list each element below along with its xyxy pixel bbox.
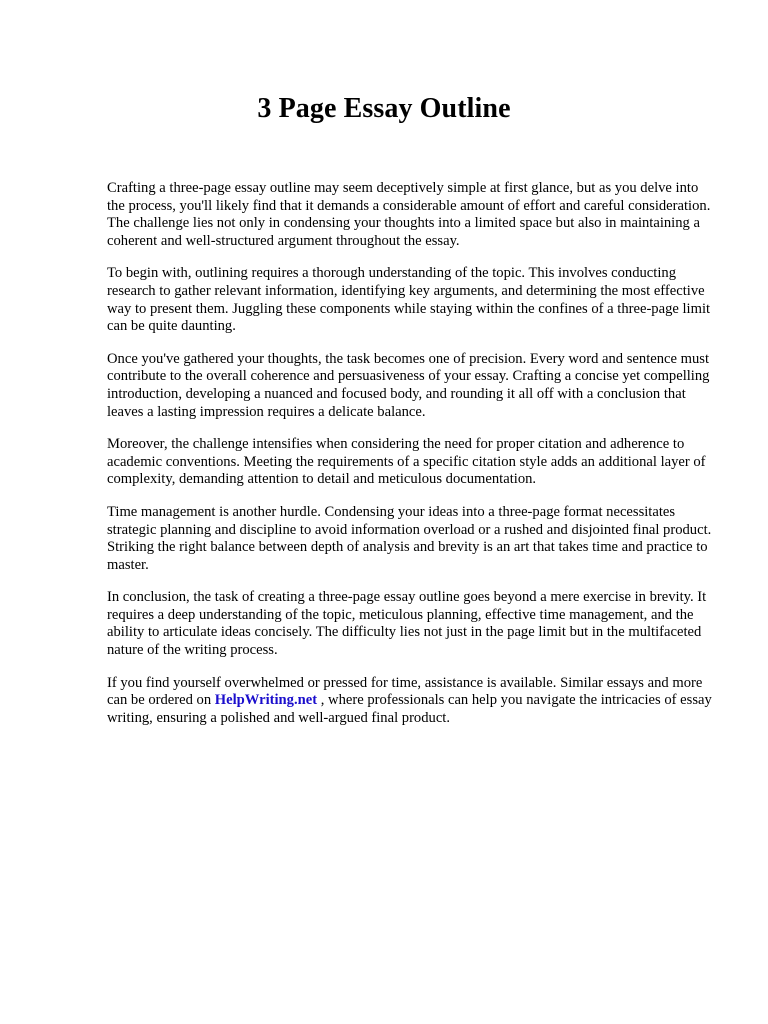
paragraph-2: To begin with, outlining requires a thorough understanding of the topic. This involves conducting research to gather relevant information, identifying key arguments, and determining the most effective way to present them. Juggling these components while staying within the confines of a three-page limit can be quite daunting. — [107, 265, 711, 335]
helpwriting-link[interactable]: HelpWriting.net — [214, 692, 318, 709]
page-title: 3 Page Essay Outline — [257, 93, 511, 124]
paragraph-3: Once you've gathered your thoughts, the task becomes one of precision. Every word and sentence must contribute to the overall coherence and persuasiveness of your essay. Crafting a concise yet compelling introduction, developing a nuanced and focused body, and rounding it all off with a conclusion that leaves a lasting impression requires a delicate balance. — [107, 350, 710, 420]
paragraph-7-before-link: If you find yourself overwhelmed or pressed for time, assistance is available. Similar essays and more can be ordered on — [107, 674, 703, 709]
essay-body — [107, 180, 717, 742]
paragraph-4: Moreover, the challenge intensifies when considering the need for proper citation and adherence to academic conventions. Meeting the requirements of a specific citation style adds an additional layer of complexity, demanding attention to detail and meticulous documentation. — [107, 436, 706, 488]
paragraph-6: In conclusion, the task of creating a three-page essay outline goes beyond a mere exercise in brevity. It requires a deep understanding of the topic, meticulous planning, effective time management, and the ability to articulate ideas concisely. The difficulty lies not just in the page limit but in the multifaceted nature of the writing process. — [107, 589, 707, 659]
paragraph-1: Crafting a three-page essay outline may seem deceptively simple at first glance, but as you delve into the process, you'll likely find that it demands a considerable amount of effort and careful consideration. The challenge lies not only in condensing your thoughts into a limited space but also in maintaining a coherent and well-structured argument throughout the essay. — [107, 180, 711, 249]
paragraph-5: Time management is another hurdle. Condensing your ideas into a three-page format necessitates strategic planning and discipline to avoid information overload or a rushed and disjointed final product. Striking the right balance between depth of analysis and brevity is an art that takes time and practice to master. — [107, 503, 712, 573]
paragraph-7-after-link: , where professionals can help you navigate the intricacies of essay writing, ensuring a polished and well-argued final product. — [107, 692, 712, 726]
paragraph-7 — [107, 675, 717, 728]
